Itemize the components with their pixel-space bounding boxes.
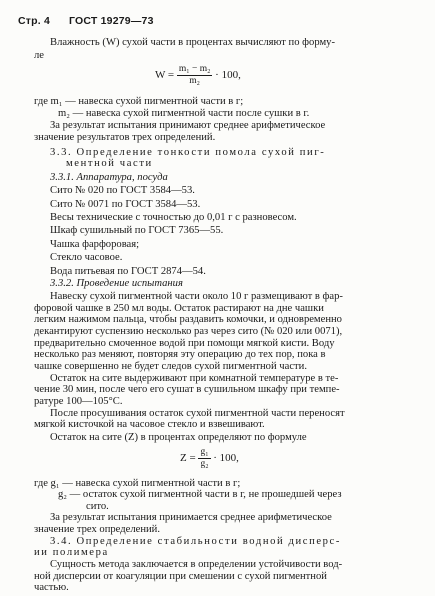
text-line: Чашка фарфоровая; [50,239,140,250]
text-line: Шкаф сушильный по ГОСТ 7365—55. [50,225,224,236]
formula-rhs: · 100, [215,69,241,82]
text-line: За результат испытания принимается среднее арифметическое [50,512,332,523]
text-line: предварительно смоченное водой при помощи мягкой кисти. Воду [34,338,335,349]
formula-numerator: m₁ − m₂ [178,64,211,74]
formula-fraction [198,447,210,470]
text-line: Сито № 020 по ГОСТ 3584—53. [50,185,195,196]
text-line: За результат испытания принимают среднее арифметическое [50,120,326,131]
text-line: Стекло часовое. [50,252,123,263]
formula-rhs: · 100, [213,452,239,465]
text-line: форовой чашке в 250 мл воды. Остаток растирают на дне чашки [34,303,324,314]
standard-number: ГОСТ 19279—73 [69,15,154,27]
page-number: Стр. 4 [18,15,51,27]
text-line: частью. [34,582,69,593]
text-line: Сито № 0071 по ГОСТ 3584—53. [50,199,201,210]
formula-denominator: m₂ [189,76,200,86]
formula-moisture [155,64,241,87]
text-line: Вода питьевая по ГОСТ 2874—54. [50,266,206,277]
text-line: значение трех определений. [34,524,160,535]
formula-numerator: g₁ [200,447,209,457]
formula-fraction [177,64,213,87]
text-line: ной дисперсии от коагуляции при смешении с сухой пигментной [34,571,327,582]
text-line: Сущность метода заключается в определении устойчивости вод- [50,559,343,570]
formula-lhs: Z = [180,452,196,465]
text-line: сито. [86,501,109,512]
text-line: значение результатов трех определений. [34,132,216,143]
text-line: Остаток на сите (Z) в процентах определяют по формуле [50,432,307,443]
text-line: мягкой кисточкой на часовое стекло и взвешивают. [34,419,265,430]
text-line: легким нажимом пальца, чтобы раздавить комочки, и одновременно [34,314,342,325]
text-line: m₂ — навеска сухой пигментной части после сушки в г. [58,108,310,119]
text-line: Влажность (W) сухой части в процентах вычисляют по форму- [50,37,335,48]
text-line: Остаток на сите выдерживают при комнатной температуре в те- [50,373,339,384]
section-heading: 3.4. Определение стабильности водной дисперс- [50,536,341,547]
text-line: Весы технические с точностью до 0,01 г с разновесом. [50,212,297,223]
text-line: ле [34,50,44,61]
text-line: После просушивания остаток сухой пигментной части переносят [50,408,345,419]
text-line: Навеску сухой пигментной части около 10 г размещивают в фар- [50,291,343,302]
subsection-heading: 3.3.1. Аппаратура, посуда [50,172,168,183]
section-heading: ии полимера [34,547,109,558]
text-line: g₂ — остаток сухой пигментной части в г, не прошедшей через [58,489,342,500]
subsection-heading: 3.3.2. Проведение испытания [50,278,183,289]
text-line: декантируют суспензию несколько раз через сито (№ 020 или 0071), [34,326,343,337]
formula-denominator: g₂ [200,459,209,469]
section-heading: 3.3. Определение тонкости помола сухой пиг- [50,147,326,158]
text-line: чашке совершенно не будет следов сухой пигментной части. [34,361,307,372]
formula-residue [180,447,239,470]
text-line: несколько раз меняют, повторяя эту операцию до тех пор, пока в [34,349,326,360]
section-heading: ментной части [66,158,153,169]
text-line: чение 30 мин, после чего его сушат в сушильном шкафу при темпе- [34,384,340,395]
text-line: где g₁ — навеска сухой пигментной части в г; [34,478,241,489]
formula-lhs: W = [155,69,175,82]
text-line: где m₁ — навеска сухой пигментной части в г; [34,96,244,107]
text-line: ратуре 100—105°С. [34,396,123,407]
